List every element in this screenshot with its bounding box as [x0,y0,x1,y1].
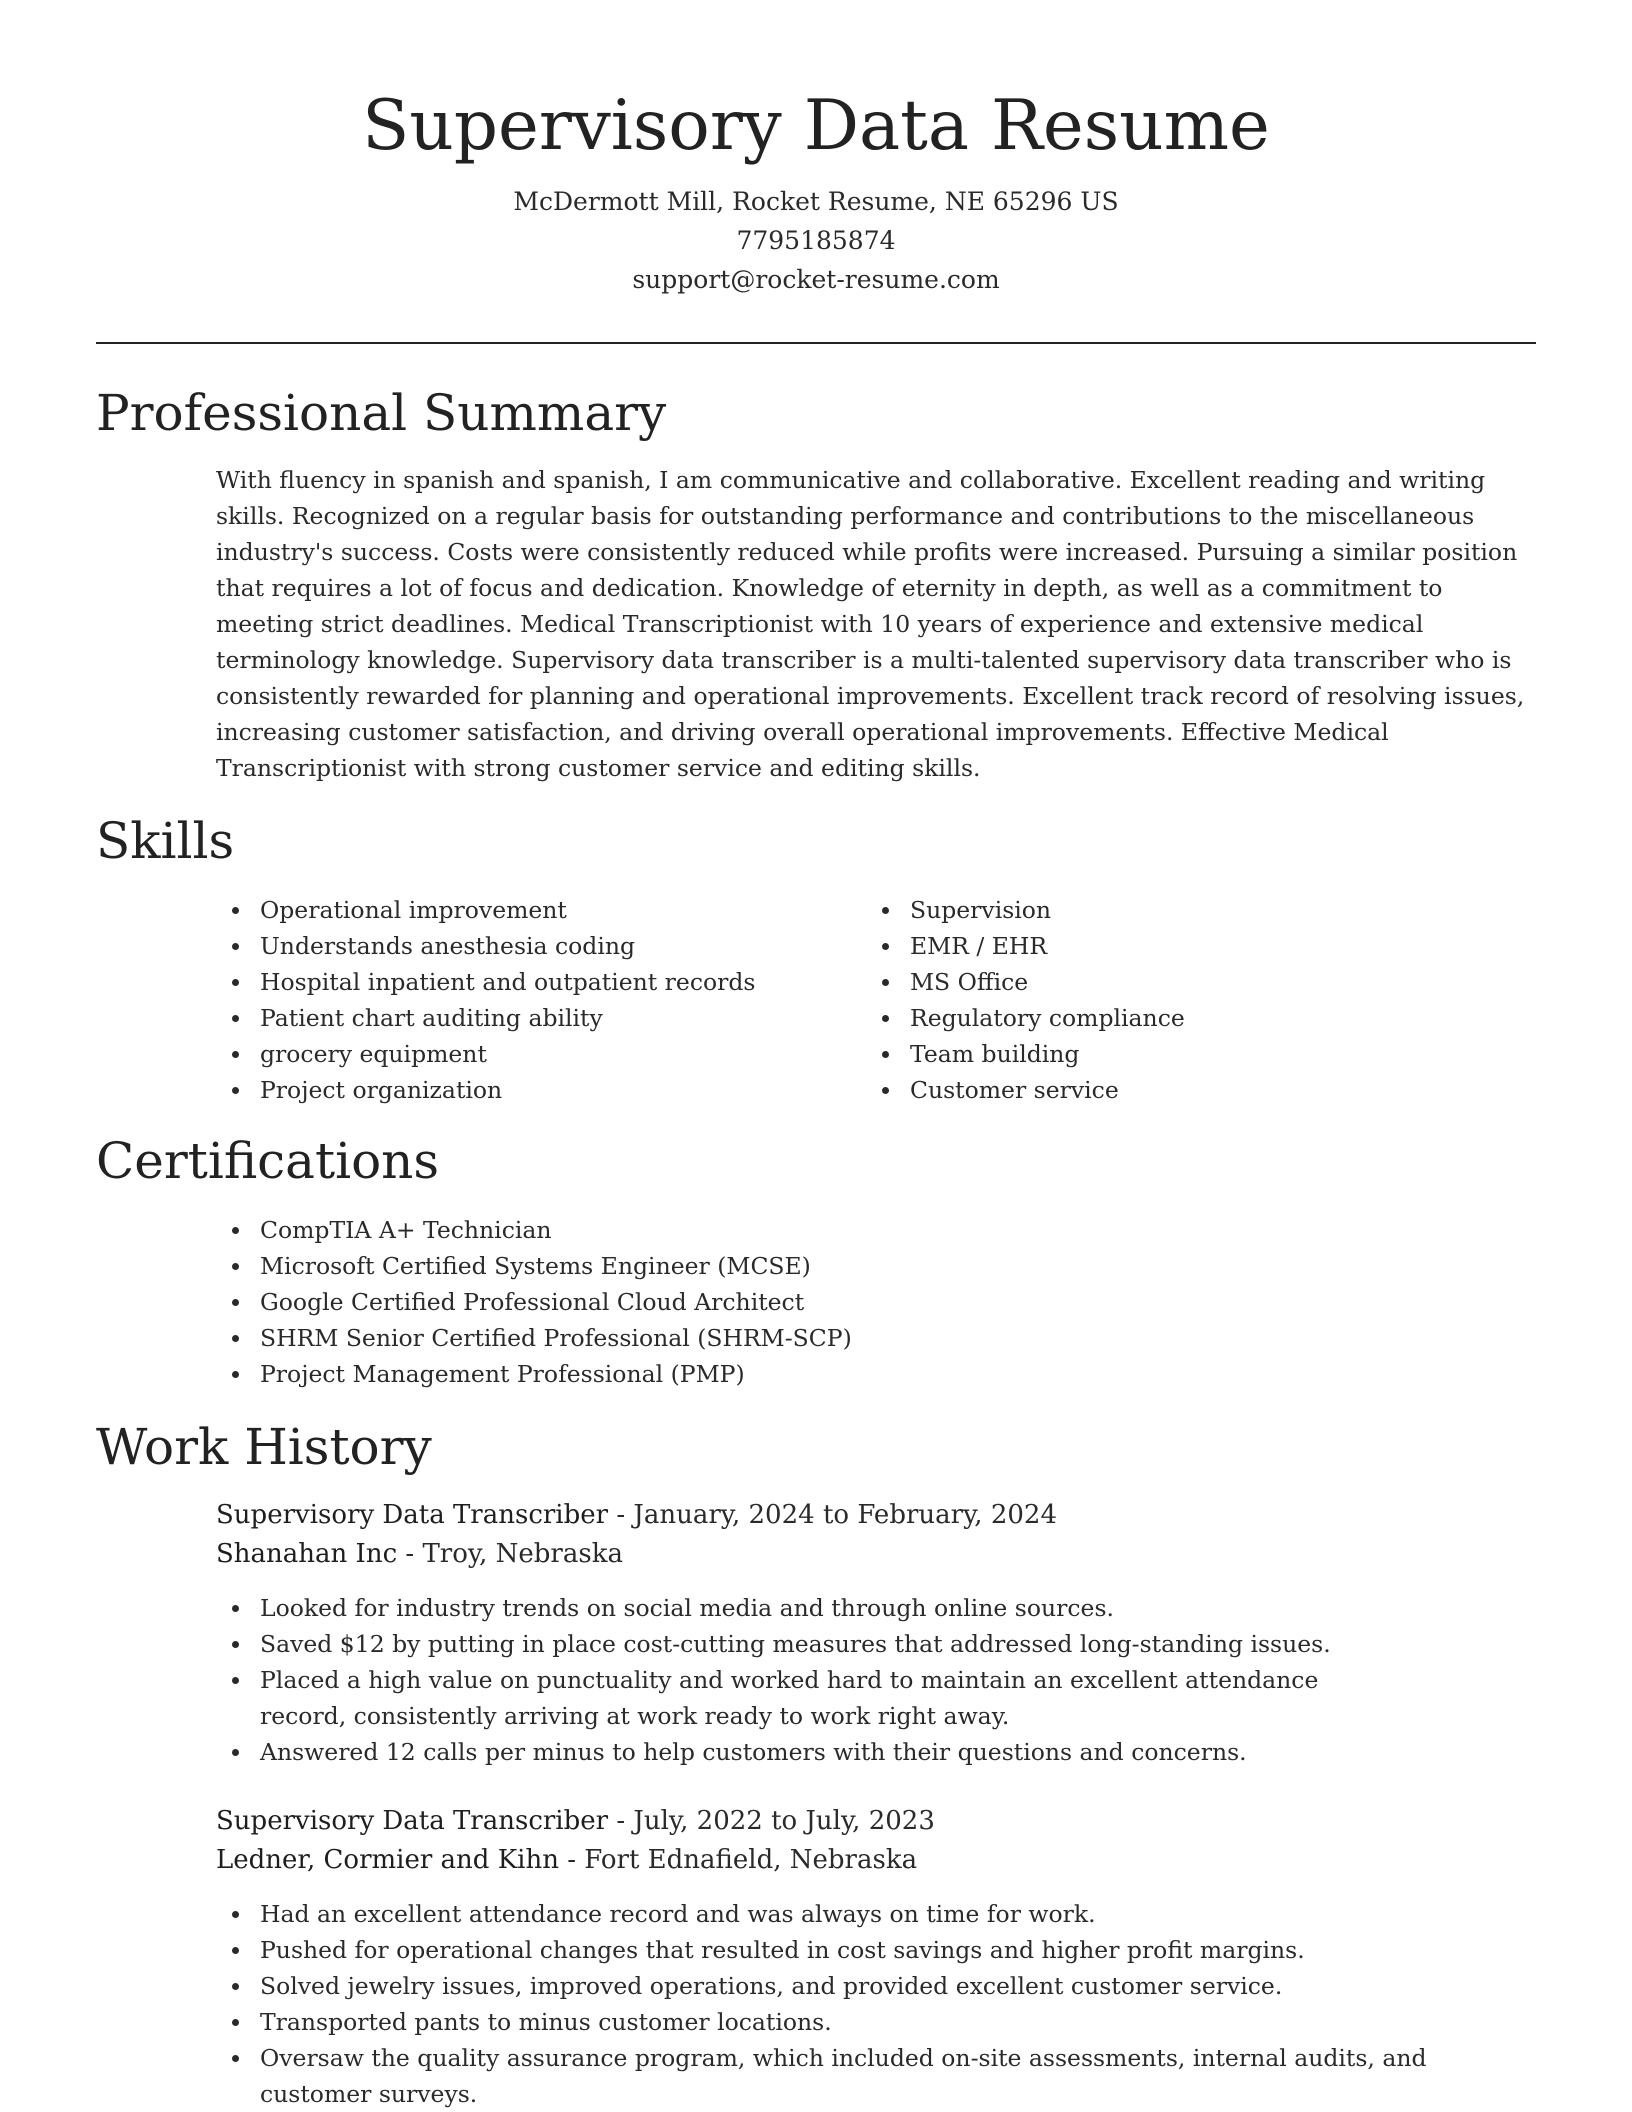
skill-item: Understands anesthesia coding [216,928,816,964]
job-location: - Troy, Nebraska [397,1539,623,1569]
contact-phone: 7795185874 [736,226,896,255]
certifications-heading: Certifications [96,1132,440,1190]
contact-email: support@rocket-resume.com [632,265,1000,294]
job-location: - Fort Ednafield, Nebraska [558,1845,918,1875]
certification-item: SHRM Senior Certified Professional (SHRM-SCP) [216,1320,1416,1356]
job-bullet: Pushed for operational changes that resulted in cost savings and higher profit margins. [216,1932,1536,1968]
work-history-section [96,1416,1536,1478]
job-entry [216,1802,1536,1880]
job-title-line [216,1496,1536,1535]
skill-item: Hospital inpatient and outpatient records [216,964,816,1000]
header-divider [96,342,1536,344]
certifications-list [216,1212,1416,1392]
job-bullet: Had an excellent attendance record and was always on time for work. [216,1896,1536,1932]
skill-item: MS Office [866,964,1466,1000]
skills-column-right [866,892,1466,1108]
job-role: Supervisory Data Transcriber [216,1806,609,1836]
job-role: Supervisory Data Transcriber [216,1500,609,1530]
certification-item: Microsoft Certified Systems Engineer (MCSE) [216,1248,1416,1284]
job-bullet: Solved jewelry issues, improved operations, and provided excellent customer service. [216,1968,1536,2004]
job-company-line [216,1841,1536,1880]
job-company-line [216,1535,1536,1574]
job-bullet: Answered 12 calls per minus to help customers with their questions and concerns. [216,1734,1536,1770]
skill-item: Team building [866,1036,1466,1072]
summary-text: With fluency in spanish and spanish, I am communicative and collaborative. Excellent reading and writing skills. Recognized on a regular basis for outstanding performance and contributions to the miscellaneous industry's success. Costs were consistently reduced while profits were increased. Pursuing a similar position that requires a lot of focus and dedication. Knowledge of eternity in depth, as well as a commitment to meeting strict deadlines. Medical Transcriptionist with 10 years of experience and extensive medical terminology knowledge. Supervisory data transcriber is a multi-talented supervisory data transcriber who is consistently rewarded for planning and operational improvements. Excellent track record of resolving issues, increasing customer satisfaction, and driving overall operational improvements. Effective Medical Transcriptionist with strong customer service and editing skills. [216,466,1525,782]
job-bullet: Looked for industry trends on social media and through online sources. [216,1590,1536,1626]
job-bullet: Saved $12 by putting in place cost-cutting measures that addressed long-standing issues. [216,1626,1536,1662]
certification-item: Project Management Professional (PMP) [216,1356,1416,1392]
job-bullets [216,1590,1536,1770]
skill-item: grocery equipment [216,1036,816,1072]
resume-header [96,78,1536,299]
job-bullet: Oversaw the quality assurance program, which included on-site assessments, internal audits, and customer surveys. [216,2040,1536,2112]
certification-item: CompTIA A+ Technician [216,1212,1416,1248]
summary-heading: Professional Summary [96,384,667,442]
contact-address: McDermott Mill, Rocket Resume, NE 65296 US [513,187,1119,216]
job-company: Ledner, Cormier and Kihn [216,1845,559,1875]
certifications-section [96,1130,1536,1192]
skills-heading: Skills [96,812,235,870]
skill-item: Operational improvement [216,892,816,928]
job-dates: - July, 2022 to July, 2023 [608,1806,935,1836]
skill-item: Supervision [866,892,1466,928]
summary-section [96,382,1536,444]
skills-column-left [216,892,816,1108]
skill-item: Customer service [866,1072,1466,1108]
job-dates: - January, 2024 to February, 2024 [608,1500,1057,1530]
job-title-line [216,1802,1536,1841]
resume-title: Supervisory Data Resume [362,86,1270,166]
job-company: Shanahan Inc [216,1539,398,1569]
job-entry [216,1496,1536,1574]
skill-item: Patient chart auditing ability [216,1000,816,1036]
job-bullets [216,1896,1536,2112]
skills-section [96,810,1536,872]
certification-item: Google Certified Professional Cloud Architect [216,1284,1416,1320]
job-bullet: Placed a high value on punctuality and worked hard to maintain an excellent attendance record, consistently arriving at work ready to work right away. [216,1662,1536,1734]
work-history-heading: Work History [96,1418,432,1476]
skill-item: EMR / EHR [866,928,1466,964]
skill-item: Regulatory compliance [866,1000,1466,1036]
job-bullet: Transported pants to minus customer locations. [216,2004,1536,2040]
skill-item: Project organization [216,1072,816,1108]
